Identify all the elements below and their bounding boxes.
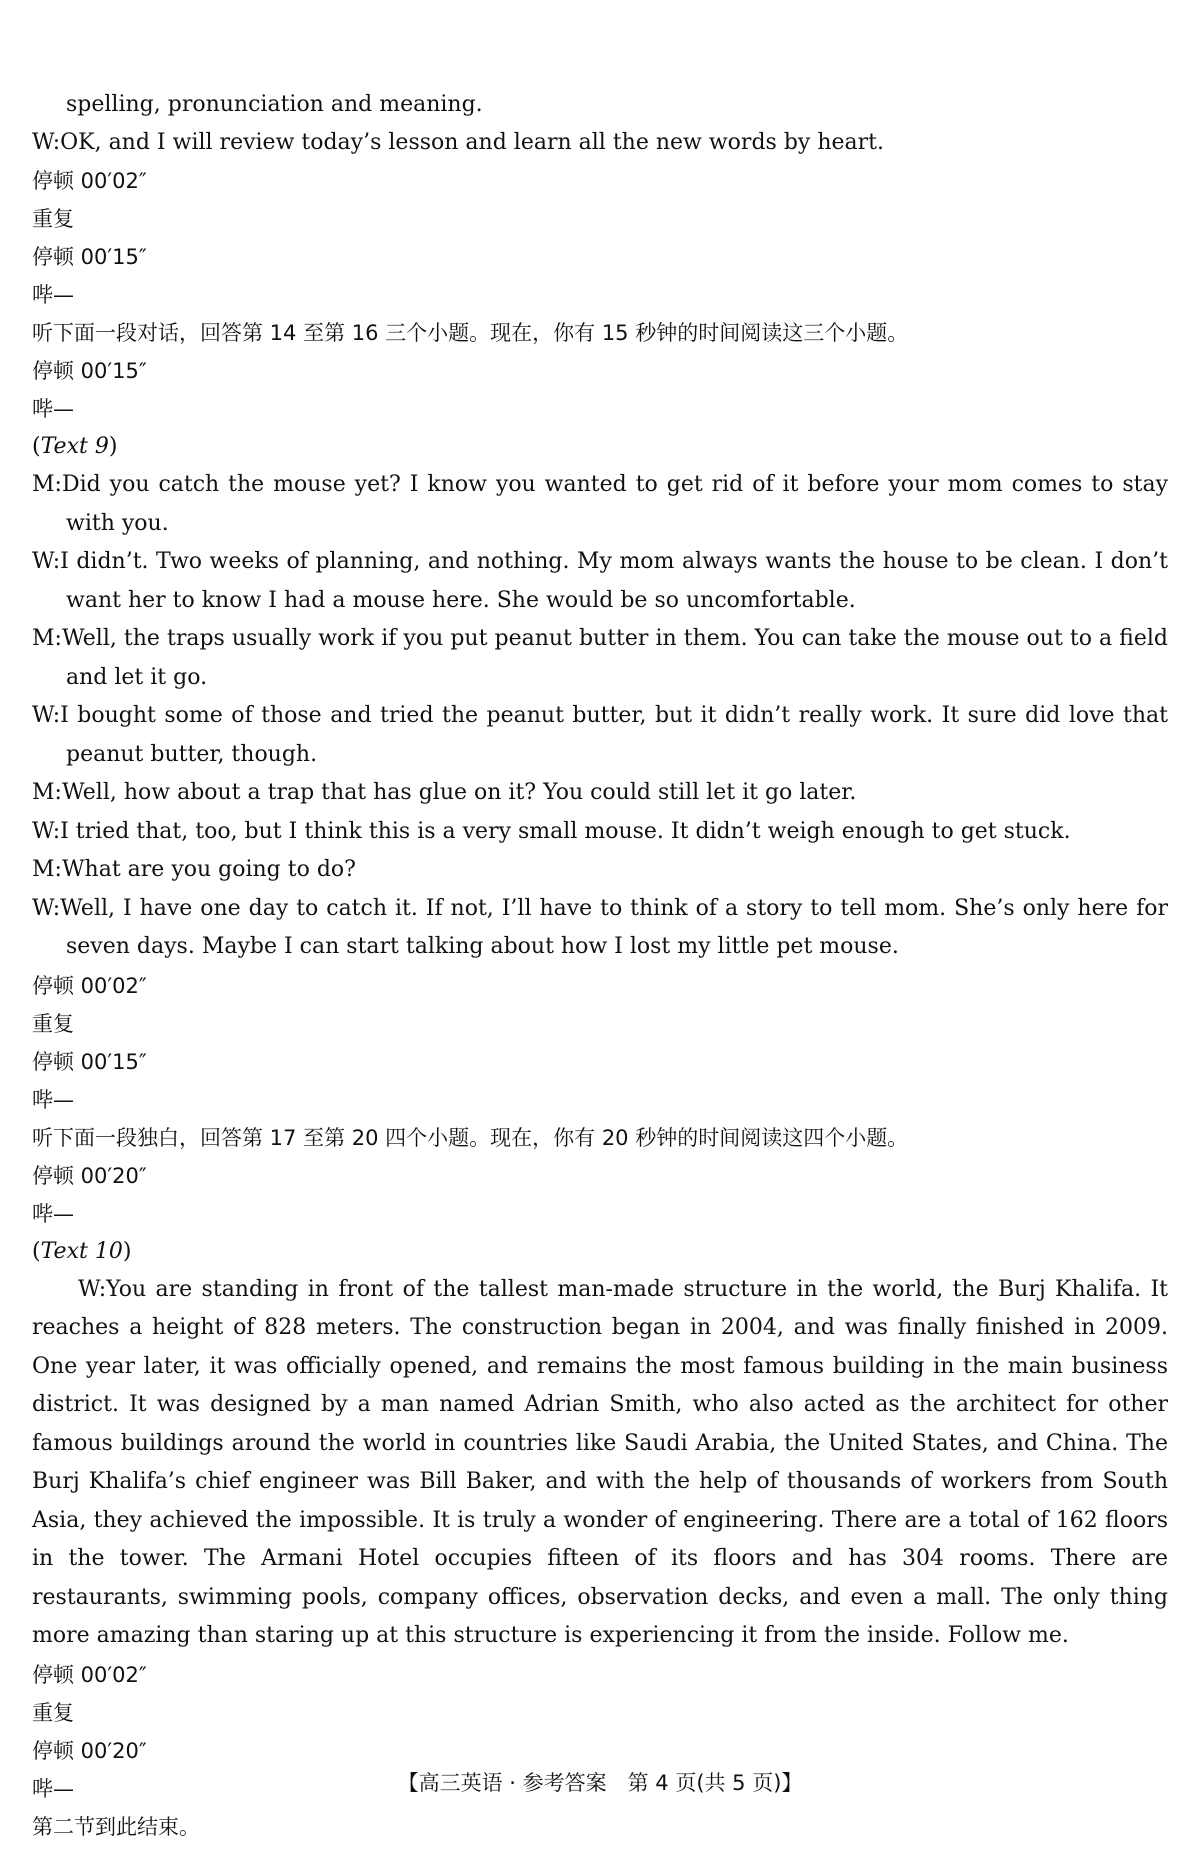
pause-marker: 停顿 00′15″ [32, 1049, 147, 1074]
text-line: spelling, pronunciation and meaning. [66, 92, 483, 117]
pause-marker: 停顿 00′15″ [32, 359, 147, 383]
pause-marker: 停顿 00′02″ [32, 169, 147, 193]
section-heading-text: Text 9 [40, 434, 109, 459]
instruction-line: 听下面一段独白，回答第 17 至第 20 四个小题。现在，你有 20 秒钟的时间阅读这四个小题。 [32, 1125, 909, 1150]
dialogue-line: W:I didn’t. Two weeks of planning, and nothing. My mom always wants the house to be clean. I don’t want her to know I had a mouse here. She would be so uncomfortable. [32, 549, 1168, 613]
monologue-paragraph: W:You are standing in front of the tallest man-made structure in the world, the Burj Khalifa. It reaches a height of 828 meters. The construction began in 2004, and was finally finished in 2009. One year later, it was officially opened, and remains the most famous building in the main business district. It was designed by a man named Adrian Smith, who also acted as the architect for other famous buildings around the world in countries like Saudi Arabia, the United States, and China. The Burj Khalifa’s chief engineer was Bill Baker, and with the help of thousands of workers from South Asia, they achieved the impossible. It is truly a wonder of engineering. There are a total of 162 floors in the tower. The Armani Hotel occupies fifteen of its floors and has 304 rooms. There are restaurants, swimming pools, company offices, observation decks, and even a mall. The only thing more amazing than staring up at this structure is experiencing it from the inside. Follow me. [32, 1276, 1168, 1648]
section-end-line: 第二节到此结束。 [32, 1814, 200, 1839]
pause-marker: 停顿 00′02″ [32, 973, 147, 998]
dialogue-line: W:I bought some of those and tried the peanut butter, but it didn’t really work. It sure did love that peanut butter, though. [32, 703, 1168, 767]
beep-marker: 哔— [32, 1776, 74, 1801]
dialogue-line: M:Well, how about a trap that has glue on it? You could still let it go later. [32, 780, 857, 805]
section-heading: (Text 9) [32, 434, 118, 459]
instruction-line: 听下面一段对话，回答第 14 至第 16 三个小题。现在，你有 15 秒钟的时间阅读这三个小题。 [32, 321, 909, 345]
dialogue-line: M:Well, the traps usually work if you put peanut butter in them. You can take the mouse out to a field and let it go. [32, 626, 1168, 690]
repeat-marker: 重复 [32, 207, 74, 231]
page-footer: 【高三英语 · 参考答案 第 4 页(共 5 页)】 [397, 1771, 803, 1795]
dialogue-line: M:What are you going to do? [32, 857, 356, 882]
beep-marker: 哔— [32, 283, 74, 307]
dialogue-line: W:I tried that, too, but I think this is a very small mouse. It didn’t weigh enough to get stuck. [32, 818, 1071, 844]
pause-marker: 停顿 00′15″ [32, 245, 147, 269]
pause-marker: 停顿 00′20″ [32, 1738, 147, 1763]
repeat-marker: 重复 [32, 1700, 74, 1725]
document-body [32, 86, 1168, 1846]
dialogue-line: W:Well, I have one day to catch it. If not, I’ll have to think of a story to tell mom. She’s only here for seven days. Maybe I can start talking about how I lost my little pet mouse. [32, 895, 1168, 959]
beep-marker: 哔— [32, 1201, 74, 1226]
beep-marker: 哔— [32, 1087, 74, 1112]
repeat-marker: 重复 [32, 1011, 74, 1036]
pause-marker: 停顿 00′20″ [32, 1163, 147, 1188]
pause-marker: 停顿 00′02″ [32, 1662, 147, 1687]
beep-marker: 哔— [32, 397, 74, 421]
dialogue-line: W:OK, and I will review today’s lesson and learn all the new words by heart. [32, 130, 884, 155]
dialogue-line: M:Did you catch the mouse yet? I know you wanted to get rid of it before your mom comes to stay with you. [32, 472, 1168, 536]
section-heading: (Text 10) [32, 1238, 132, 1264]
section-heading-text: Text 10 [40, 1238, 123, 1264]
